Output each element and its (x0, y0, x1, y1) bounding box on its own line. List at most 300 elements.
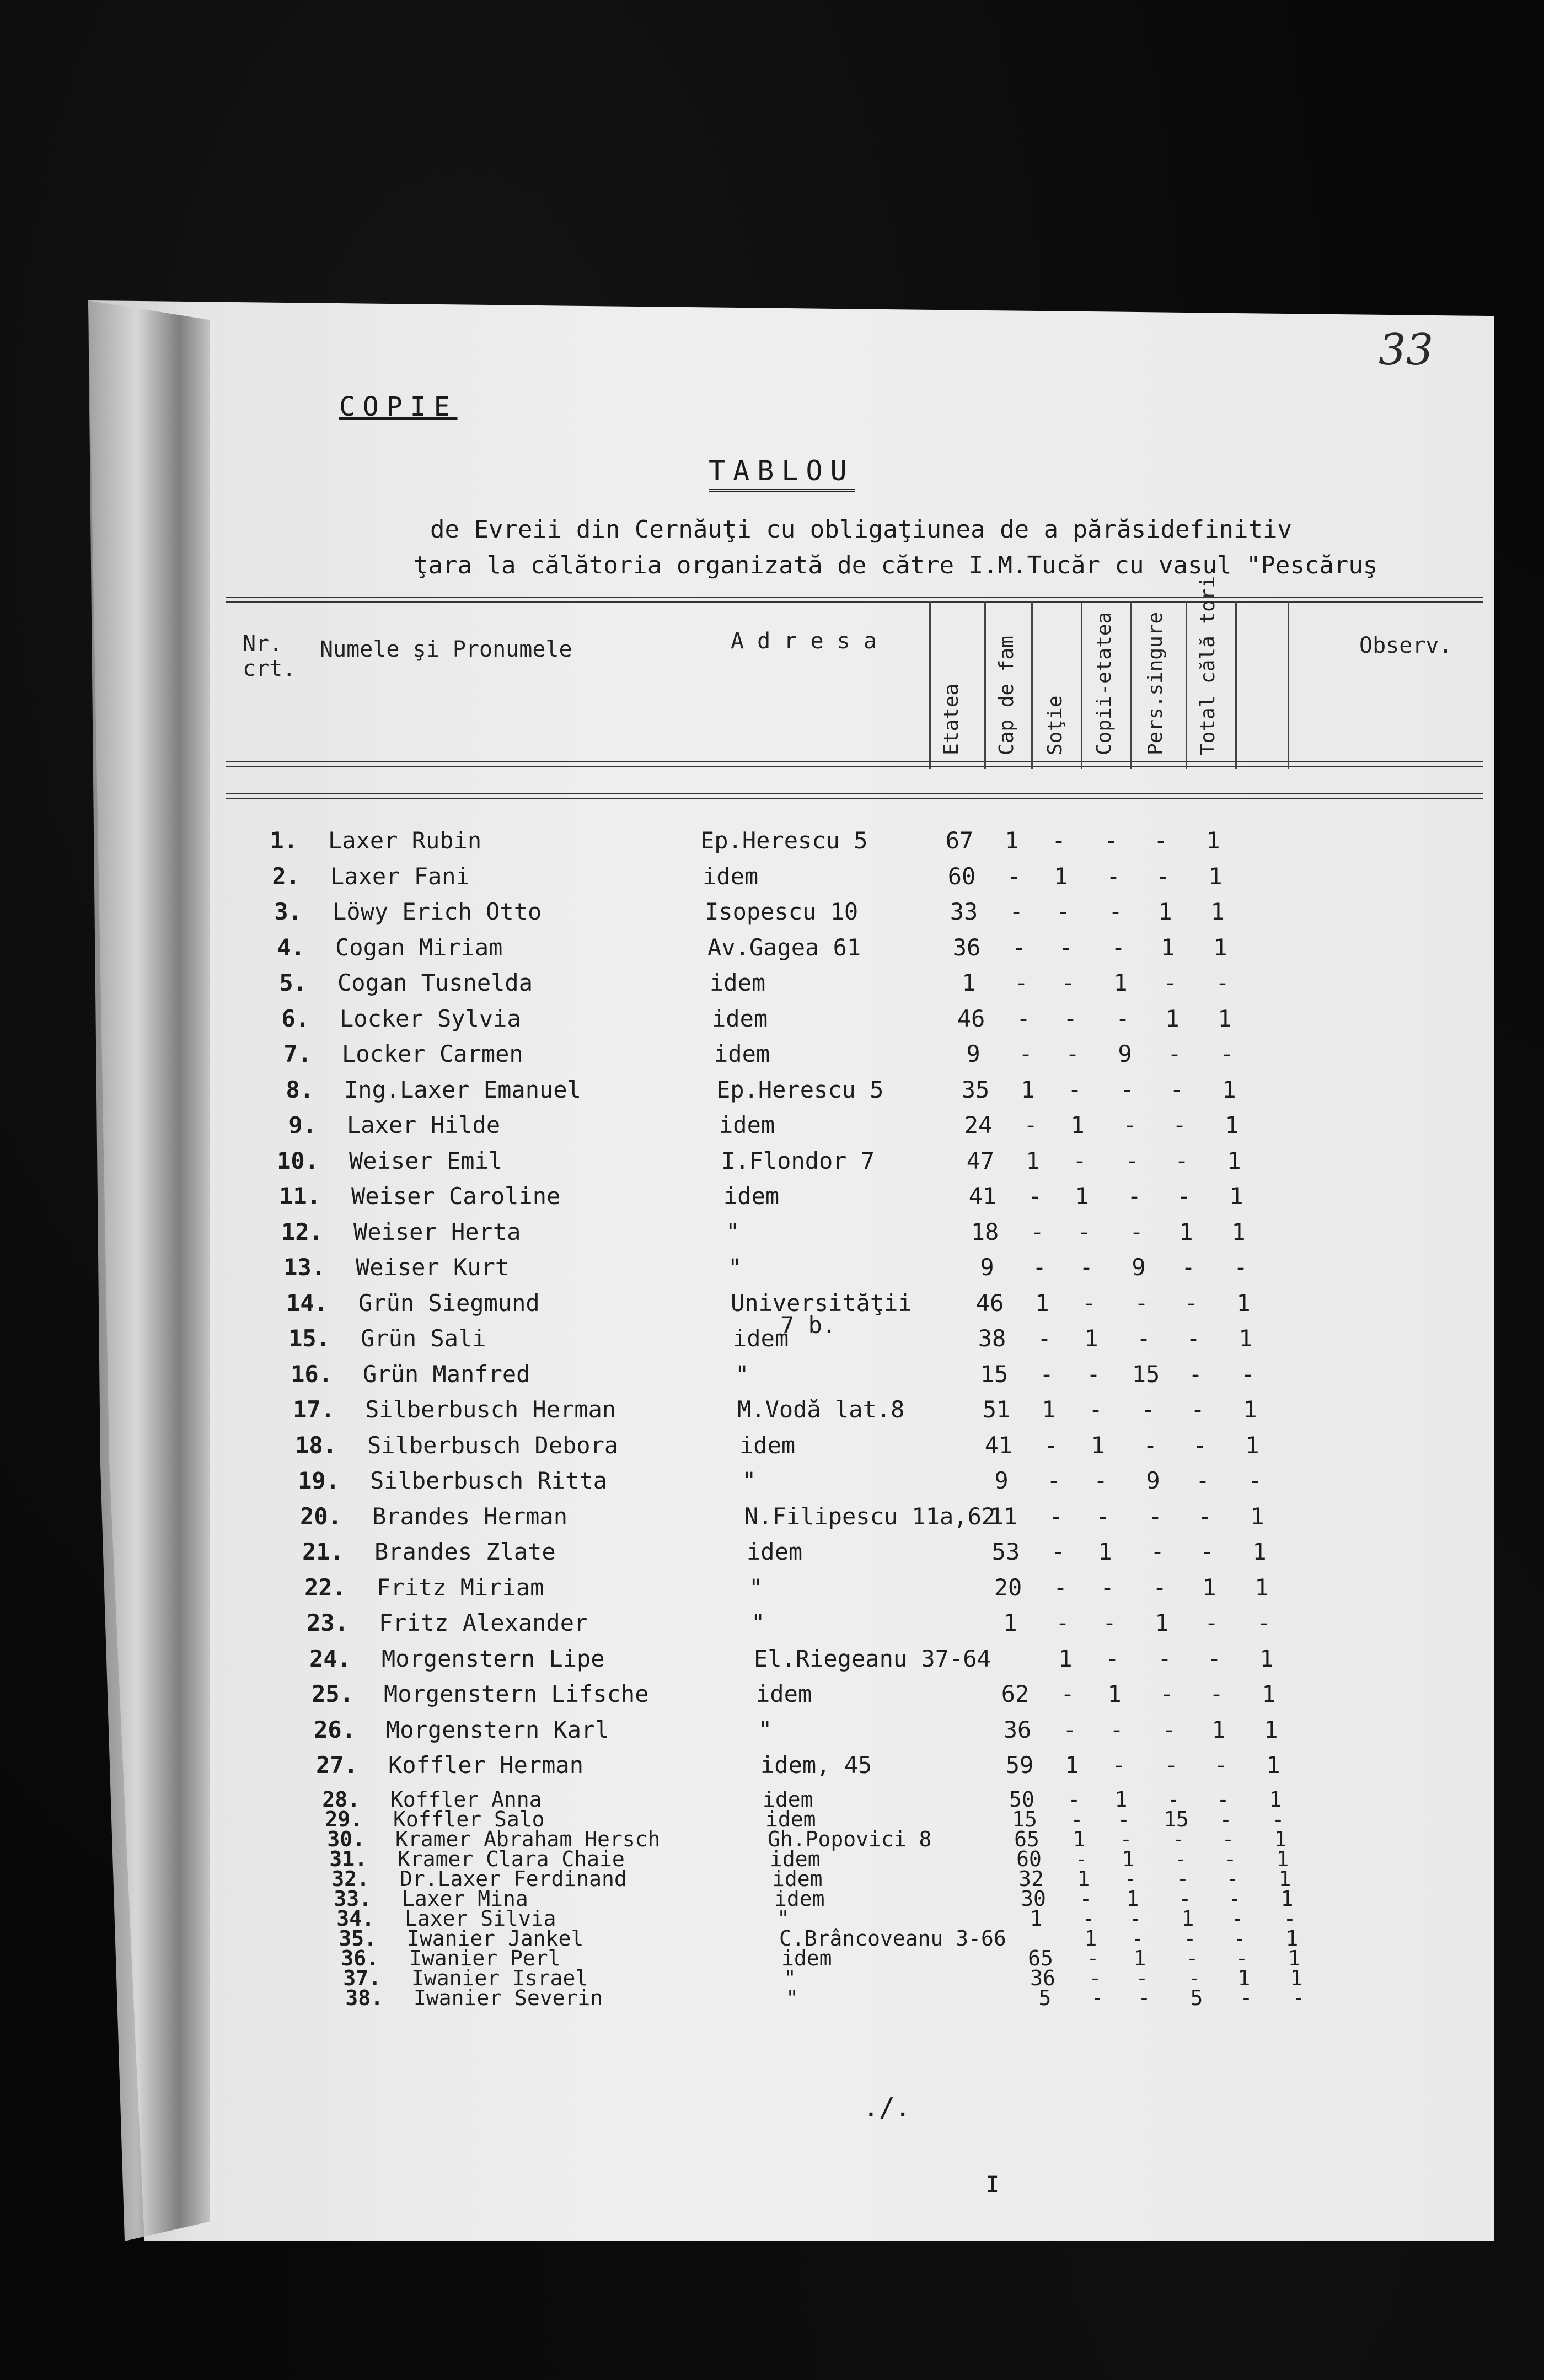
child-age: - (1111, 933, 1125, 961)
single-person: - (1195, 1467, 1210, 1494)
table-row (0, 1396, 1544, 1431)
total-travellers: - (1215, 969, 1230, 996)
person-name: Grün Manfred (363, 1360, 530, 1388)
wife: - (1135, 1965, 1149, 1990)
head-of-family: 1 (1026, 1147, 1040, 1174)
row-number: 37. (343, 1965, 381, 1990)
head-of-family: - (1018, 1040, 1033, 1067)
wife: - (1131, 1926, 1144, 1951)
wife: - (1061, 969, 1075, 996)
row-number: 1. (270, 827, 298, 854)
age: 24 (964, 1111, 993, 1138)
total-travellers: - (1257, 1609, 1271, 1636)
single-person: 1 (1161, 933, 1175, 961)
head-of-family: - (1049, 1502, 1063, 1530)
age: 9 (966, 1040, 980, 1067)
row-number: 31. (329, 1846, 367, 1871)
age: 65 (1014, 1826, 1039, 1851)
single-person: - (1154, 827, 1168, 854)
child-age: - (1148, 1502, 1162, 1530)
age: 11 (989, 1502, 1018, 1530)
wife: - (1065, 1040, 1080, 1067)
wife: - (1138, 1985, 1151, 2010)
single-person: - (1228, 1886, 1241, 1911)
single-person: - (1235, 1946, 1248, 1970)
wife: - (1089, 1396, 1103, 1423)
table-row (0, 1432, 1544, 1467)
child-age: - (1108, 898, 1123, 925)
wife: - (1129, 1906, 1142, 1931)
total-travellers: 1 (1208, 862, 1223, 890)
total-travellers: 1 (1276, 1846, 1289, 1871)
person-name: Morgenstern Lipe (382, 1645, 605, 1672)
column-divider (984, 601, 986, 769)
wife: 1 (1054, 862, 1068, 890)
age: 47 (966, 1147, 995, 1174)
wife: - (1052, 827, 1066, 854)
table-row (0, 1325, 1544, 1360)
person-name: Silberbusch Ritta (370, 1467, 607, 1494)
person-name: Grün Siegmund (358, 1289, 540, 1317)
address: Av.Gagea 61 (707, 933, 861, 961)
total-travellers: 1 (1274, 1826, 1287, 1851)
head-of-family: - (1047, 1467, 1061, 1494)
child-age: - (1160, 1680, 1174, 1707)
age: 18 (971, 1218, 999, 1245)
age: 51 (982, 1396, 1011, 1423)
row-number: 24. (309, 1645, 351, 1672)
column-divider (1130, 601, 1132, 769)
address: idem (747, 1538, 803, 1565)
address: Ep.Herescu 5 (716, 1076, 884, 1103)
head-of-family: 1 (1042, 1396, 1056, 1423)
header-single-persons: Pers.singure (1144, 611, 1167, 755)
head-of-family: - (1079, 1886, 1092, 1911)
table-row (0, 1361, 1544, 1396)
total-travellers: 1 (1218, 1004, 1232, 1032)
address: idem (723, 1183, 780, 1210)
table-row (0, 898, 1544, 933)
table-row (0, 1716, 1544, 1752)
row-number: 29. (325, 1807, 363, 1831)
table-row (0, 1040, 1544, 1076)
row-number: 8. (286, 1076, 314, 1103)
age: 15 (980, 1360, 1009, 1388)
single-person: - (1191, 1396, 1205, 1423)
person-name: Weiser Kurt (356, 1254, 510, 1281)
person-name: Weiser Herta (353, 1218, 521, 1245)
wife: - (1073, 1147, 1087, 1174)
wife: 1 (1084, 1325, 1098, 1352)
table-row (0, 1147, 1544, 1183)
column-divider (1235, 601, 1237, 769)
wife: - (1086, 1360, 1101, 1388)
child-age: 9 (1132, 1254, 1146, 1281)
age: 30 (1021, 1886, 1046, 1911)
header-children-age: Copii-etatea (1093, 611, 1116, 755)
head-of-family: 1 (1065, 1752, 1079, 1779)
address: idem, 45 (760, 1752, 872, 1779)
address: " (735, 1360, 749, 1388)
table-row (0, 1986, 1544, 2021)
child-age: - (1120, 1076, 1134, 1103)
table-row (0, 1609, 1544, 1645)
row-number: 5. (279, 969, 307, 996)
age: 36 (952, 933, 981, 961)
wife: - (1059, 933, 1073, 961)
person-name: Weiser Caroline (351, 1183, 561, 1210)
address: idem (733, 1325, 789, 1352)
single-person: - (1188, 1360, 1203, 1388)
wife: - (1102, 1609, 1117, 1636)
age: 5 (1038, 1985, 1052, 2010)
table-row (0, 863, 1544, 898)
single-person: - (1240, 1985, 1253, 2010)
age: 41 (984, 1431, 1013, 1459)
head-of-family: - (1012, 933, 1026, 961)
head-of-family: - (1023, 1111, 1038, 1138)
column-divider (1186, 601, 1187, 769)
single-person: - (1193, 1431, 1207, 1459)
age: 62 (1001, 1680, 1030, 1707)
total-travellers: 1 (1288, 1946, 1301, 1970)
child-age: - (1150, 1538, 1165, 1565)
row-number: 16. (291, 1360, 333, 1388)
table-row (0, 1076, 1544, 1111)
table-row (0, 1005, 1544, 1040)
child-age: - (1127, 1183, 1141, 1210)
child-age: - (1186, 1946, 1199, 1970)
head-of-family: 1 (1058, 1645, 1073, 1672)
child-age: - (1134, 1289, 1149, 1317)
head-of-family: - (1016, 1004, 1031, 1032)
total-travellers: 1 (1243, 1396, 1257, 1423)
row-number: 14. (286, 1289, 328, 1317)
address: idem (763, 1787, 813, 1812)
header-crt: crt. (243, 656, 296, 681)
address: El.Riegeanu 37-64 (754, 1645, 991, 1672)
row-number: 17. (293, 1396, 335, 1423)
row-number: 26. (314, 1716, 356, 1743)
head-of-family: - (1055, 1609, 1070, 1636)
address: idem (774, 1886, 825, 1911)
person-name: Iwanier Israel (411, 1965, 588, 1990)
age: 1 (1003, 1609, 1017, 1636)
address: " (784, 1965, 796, 1990)
table-row (0, 934, 1544, 969)
footer-tick: I (986, 2172, 1000, 2198)
single-person: - (1233, 1926, 1246, 1951)
address: " (728, 1254, 742, 1281)
total-travellers: 1 (1278, 1866, 1291, 1891)
table-row (0, 969, 1544, 1004)
child-age: - (1176, 1866, 1189, 1891)
person-name: Koffler Anna (390, 1787, 542, 1812)
person-name: Silberbusch Debora (367, 1431, 619, 1459)
age: 50 (1009, 1787, 1034, 1812)
person-name: Laxer Fani (330, 862, 470, 890)
head-of-family: - (1028, 1183, 1042, 1210)
single-person: - (1226, 1866, 1239, 1891)
body-top-rule (226, 793, 1483, 799)
wife: - (1096, 1502, 1110, 1530)
wife: 1 (1098, 1538, 1112, 1565)
person-name: Laxer Hilde (347, 1111, 501, 1138)
person-name: Grün Sali (361, 1325, 486, 1352)
address: N.Filipescu 11a,62 (744, 1502, 996, 1530)
head-of-family: - (1030, 1218, 1044, 1245)
single-person: - (1170, 1076, 1184, 1103)
head-of-family: - (1089, 1965, 1102, 1990)
wife: 1 (1075, 1183, 1089, 1210)
child-age: 15 (1132, 1360, 1160, 1388)
total-travellers: 1 (1206, 827, 1220, 854)
person-name: Fritz Miriam (377, 1573, 544, 1601)
single-person: - (1172, 1111, 1187, 1138)
age: 1 (1030, 1906, 1043, 1931)
child-age: 15 (1164, 1807, 1189, 1831)
row-number: 18. (295, 1431, 337, 1459)
single-person: - (1198, 1502, 1212, 1530)
age: 46 (957, 1004, 985, 1032)
person-name: Laxer Silvia (405, 1906, 556, 1931)
address: idem (739, 1431, 796, 1459)
address: C.Brâncoveanu 3-66 (779, 1926, 1006, 1951)
row-number: 19. (298, 1467, 340, 1494)
single-person: - (1184, 1289, 1198, 1317)
address: idem (712, 1004, 768, 1032)
row-number: 2. (272, 862, 300, 890)
age: 41 (968, 1183, 997, 1210)
person-name: Dr.Laxer Ferdinand (400, 1866, 627, 1891)
single-person: - (1219, 1807, 1232, 1831)
head-of-family: - (1086, 1946, 1100, 1970)
total-travellers: 1 (1290, 1965, 1303, 1990)
folio-number: 33 (1379, 325, 1434, 375)
age: 33 (950, 898, 978, 925)
person-name: Locker Sylvia (340, 1004, 521, 1032)
table-row (0, 1254, 1544, 1289)
row-number: 3. (274, 898, 302, 925)
table-row (0, 1645, 1544, 1680)
address: idem (756, 1680, 812, 1707)
single-person: - (1177, 1183, 1191, 1210)
subtitle-line-1: de Evreii din Cernăuţi cu obligaţiunea de a părăsidefinitiv (430, 515, 1292, 544)
column-divider (1081, 601, 1082, 769)
person-name: Koffler Herman (388, 1752, 584, 1779)
person-name: Brandes Herman (372, 1502, 568, 1530)
age: 53 (991, 1538, 1020, 1565)
address: " (758, 1716, 773, 1743)
person-name: Fritz Alexander (379, 1609, 588, 1636)
head-of-family: 1 (1021, 1076, 1035, 1103)
person-name: Laxer Mina (402, 1886, 528, 1911)
row-number: 11. (279, 1183, 321, 1210)
total-travellers: - (1283, 1906, 1296, 1931)
child-age: 5 (1190, 1985, 1203, 2010)
wife: 1 (1122, 1846, 1135, 1871)
row-number: 20. (300, 1502, 342, 1530)
person-name: Locker Carmen (342, 1040, 523, 1067)
address: Universităţii (731, 1289, 912, 1317)
head-of-family: - (1007, 862, 1021, 890)
single-person: - (1204, 1609, 1219, 1636)
total-travellers: - (1241, 1360, 1255, 1388)
address: idem (781, 1946, 832, 1970)
address: M.Vodă lat.8 (737, 1396, 905, 1423)
total-travellers: 1 (1245, 1431, 1259, 1459)
subtitle-line-2: ţara la călătoria organizată de către I.M.Tucăr cu vasul "Pescăruş (414, 551, 1378, 579)
head-of-family: 1 (1005, 827, 1019, 854)
copie-label: COPIE (339, 391, 458, 422)
head-of-family: - (1068, 1787, 1081, 1812)
person-name: Cogan Miriam (335, 933, 503, 961)
child-age: - (1178, 1886, 1192, 1911)
total-travellers: 1 (1254, 1573, 1269, 1601)
wife: 1 (1114, 1787, 1128, 1812)
age: 67 (945, 827, 974, 854)
total-travellers: 1 (1269, 1787, 1282, 1812)
wife: - (1100, 1573, 1114, 1601)
child-age: - (1106, 862, 1121, 890)
total-travellers: 1 (1280, 1886, 1294, 1911)
header-head-of-family: Cap de fam (995, 636, 1018, 755)
wife: - (1056, 898, 1070, 925)
child-age: - (1167, 1787, 1180, 1812)
single-person: 1 (1237, 1965, 1251, 1990)
single-person: - (1214, 1752, 1228, 1779)
address: Isopescu 10 (705, 898, 859, 925)
row-number: 21. (302, 1538, 344, 1565)
wife: - (1117, 1807, 1130, 1831)
address: idem (703, 862, 759, 890)
single-person: 1 (1158, 898, 1172, 925)
wife: 1 (1126, 1886, 1139, 1911)
person-name: Morgenstern Lifsche (384, 1680, 649, 1707)
head-of-family: - (1037, 1325, 1052, 1352)
document-title: TABLOU (709, 455, 855, 492)
total-travellers: 1 (1222, 1076, 1236, 1103)
child-age: 9 (1118, 1040, 1132, 1067)
head-of-family: - (1051, 1538, 1065, 1565)
wife: - (1068, 1076, 1082, 1103)
single-person: - (1163, 969, 1177, 996)
age: 38 (978, 1325, 1006, 1352)
age: 60 (947, 862, 976, 890)
age: 36 (1030, 1965, 1055, 1990)
child-age: 9 (1146, 1467, 1160, 1494)
single-person: - (1156, 862, 1170, 890)
table-row (0, 1218, 1544, 1254)
row-number: 36. (341, 1946, 379, 1970)
address: idem (710, 969, 766, 996)
single-person: - (1181, 1254, 1195, 1281)
child-age: - (1136, 1325, 1151, 1352)
header-wife: Soţie (1044, 695, 1066, 755)
child-age: - (1129, 1218, 1144, 1245)
column-divider (1288, 601, 1289, 769)
address: " (749, 1573, 763, 1601)
person-name: Iwanier Jankel (407, 1926, 584, 1951)
single-person: 1 (1202, 1573, 1216, 1601)
header-nr: Nr. (243, 631, 283, 657)
total-travellers: 1 (1239, 1325, 1253, 1352)
row-number: 4. (277, 933, 305, 961)
head-of-family: - (1075, 1846, 1088, 1871)
head-of-family: - (1082, 1906, 1095, 1931)
total-travellers: 1 (1229, 1183, 1243, 1210)
row-number: 15. (288, 1325, 330, 1352)
total-travellers: 1 (1264, 1716, 1278, 1743)
single-person: - (1209, 1680, 1224, 1707)
wife: - (1077, 1218, 1091, 1245)
age: 1 (962, 969, 976, 996)
row-number: 32. (331, 1866, 369, 1891)
address: idem (772, 1866, 823, 1891)
table-row (0, 1111, 1544, 1147)
row-number: 7. (283, 1040, 312, 1067)
child-age: 1 (1155, 1609, 1169, 1636)
head-of-family: 1 (1084, 1926, 1097, 1951)
head-of-family: - (1053, 1573, 1068, 1601)
row-number: 12. (281, 1218, 323, 1245)
address: idem (765, 1807, 816, 1831)
wife: - (1112, 1752, 1126, 1779)
address: I.Flondor 7 (721, 1147, 875, 1174)
person-name: Laxer Rubin (328, 827, 482, 854)
age: 59 (1005, 1752, 1034, 1779)
table-row (0, 1752, 1544, 1787)
wife: - (1093, 1467, 1108, 1494)
single-person: - (1167, 1040, 1182, 1067)
address: " (786, 1985, 798, 2010)
total-travellers: - (1234, 1254, 1248, 1281)
child-age: - (1172, 1826, 1185, 1851)
age: 9 (994, 1467, 1009, 1494)
wife: 1 (1107, 1680, 1122, 1707)
child-age: - (1188, 1965, 1201, 1990)
total-travellers: 1 (1231, 1218, 1246, 1245)
child-age: - (1152, 1573, 1167, 1601)
total-travellers: - (1220, 1040, 1234, 1067)
total-travellers: 1 (1250, 1502, 1264, 1530)
header-total-travellers: Total călă tori. (1197, 564, 1219, 755)
person-name: Silberbusch Herman (365, 1396, 616, 1423)
address: Ep.Herescu 5 (700, 827, 868, 854)
child-age: - (1104, 827, 1118, 854)
address: " (726, 1218, 740, 1245)
child-age: - (1125, 1147, 1139, 1174)
row-number: 13. (283, 1254, 325, 1281)
child-age: - (1162, 1716, 1176, 1743)
age: 65 (1028, 1946, 1053, 1970)
table-row (0, 1467, 1544, 1502)
row-number: 10. (277, 1147, 319, 1174)
row-number: 23. (307, 1609, 349, 1636)
head-of-family: - (1039, 1360, 1054, 1388)
person-name: Koffler Salo (393, 1807, 545, 1831)
head-of-family: - (1070, 1807, 1084, 1831)
age: 35 (961, 1076, 990, 1103)
child-age: - (1116, 1004, 1130, 1032)
row-number: 33. (334, 1886, 372, 1911)
single-person: - (1231, 1906, 1244, 1931)
header-remarks: Observ. (1359, 633, 1452, 658)
wife: 1 (1091, 1431, 1105, 1459)
age: 9 (980, 1254, 994, 1281)
total-travellers: 1 (1285, 1926, 1299, 1951)
person-name: Brandes Zlate (374, 1538, 556, 1565)
